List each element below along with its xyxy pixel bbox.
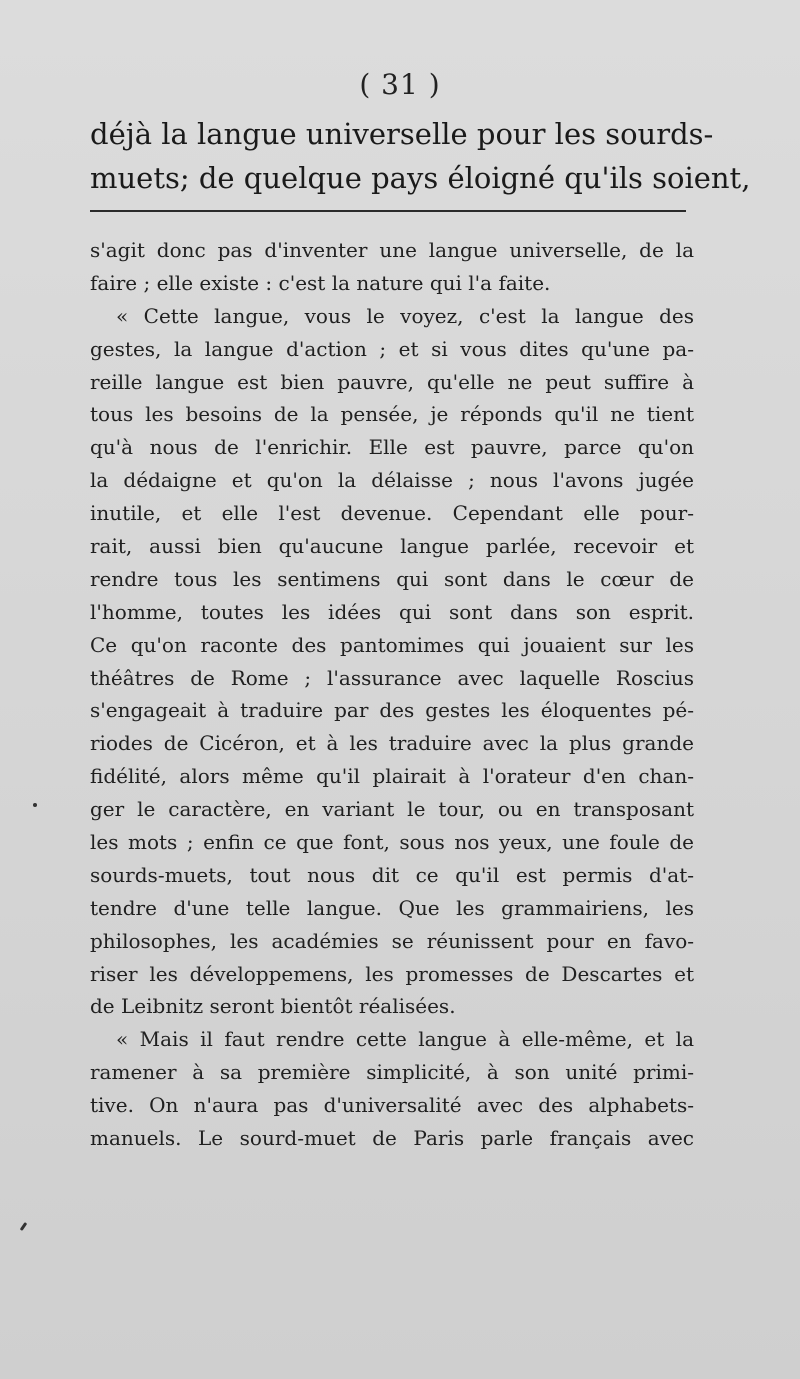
body-text-line: qu'à nous de l'enrichir. Elle est pauvre, parce qu'on <box>90 435 694 460</box>
page-number: ( 31 ) <box>359 68 441 101</box>
body-text-line: rendre tous les sentimens qui sont dans le cœur de <box>90 566 694 591</box>
body-text-line: « Mais il faut rendre cette langue à elle-même, et la <box>116 1027 694 1052</box>
body-text-line: gestes, la langue d'action ; et si vous dites qu'une pa- <box>90 336 694 361</box>
body-text-line: tous les besoins de la pensée, je réponds qu'il ne tient <box>90 402 694 427</box>
overlaid-top-text <box>90 112 751 200</box>
ink-speck <box>33 803 37 807</box>
body-text-line: « Cette langue, vous le voyez, c'est la langue des <box>116 303 694 328</box>
ink-speck <box>20 1222 28 1231</box>
body-text-line: manuels. Le sourd-muet de Paris parle français avec <box>90 1126 694 1151</box>
body-text <box>90 234 694 1155</box>
body-text-line: sourds-muets, tout nous dit ce qu'il est permis d'at- <box>90 862 694 887</box>
body-text-line: la dédaigne et qu'on la délaisse ; nous l'avons jugée <box>90 468 694 493</box>
body-text-line: faire ; elle existe : c'est la nature qui l'a faite. <box>90 270 551 295</box>
body-text-line: s'engageait à traduire par des gestes les éloquentes pé- <box>90 698 694 723</box>
body-text-line: théâtres de Rome ; l'assurance avec laquelle Roscius <box>90 665 694 690</box>
body-text-line: riser les développemens, les promesses de Descartes et <box>90 961 694 986</box>
body-text-line: riodes de Cicéron, et à les traduire avec la plus grande <box>90 731 694 756</box>
top-text-line: muets; de quelque pays éloigné qu'ils soient, <box>90 161 751 195</box>
top-text-line: déjà la langue universelle pour les sourds- <box>90 117 714 151</box>
body-text-line: ger le caractère, en variant le tour, ou en transposant <box>90 797 694 822</box>
body-text-line: tendre d'une telle langue. Que les grammairiens, les <box>90 895 694 920</box>
body-text-line: fidélité, alors même qu'il plairait à l'orateur d'en chan- <box>90 764 694 789</box>
body-text-line: reille langue est bien pauvre, qu'elle ne peut suffire à <box>90 369 694 394</box>
body-text-line: tive. On n'aura pas d'universalité avec des alphabets- <box>90 1093 694 1118</box>
horizontal-rule <box>90 210 686 212</box>
body-text-line: de Leibnitz seront bientôt réalisées. <box>90 994 456 1019</box>
body-text-line: l'homme, toutes les idées qui sont dans son esprit. <box>90 599 694 624</box>
body-text-line: les mots ; enfin ce que font, sous nos yeux, une foule de <box>90 830 694 855</box>
body-text-line: rait, aussi bien qu'aucune langue parlée, recevoir et <box>90 534 694 559</box>
body-text-line: Ce qu'on raconte des pantomimes qui jouaient sur les <box>90 632 694 657</box>
body-text-line: s'agit donc pas d'inventer une langue universelle, de la <box>90 238 694 262</box>
body-text-line: philosophes, les académies se réunissent pour en favo- <box>90 928 694 953</box>
body-text-line: inutile, et elle l'est devenue. Cependant elle pour- <box>90 501 694 526</box>
body-text-line: ramener à sa première simplicité, à son unité primi- <box>90 1060 694 1085</box>
